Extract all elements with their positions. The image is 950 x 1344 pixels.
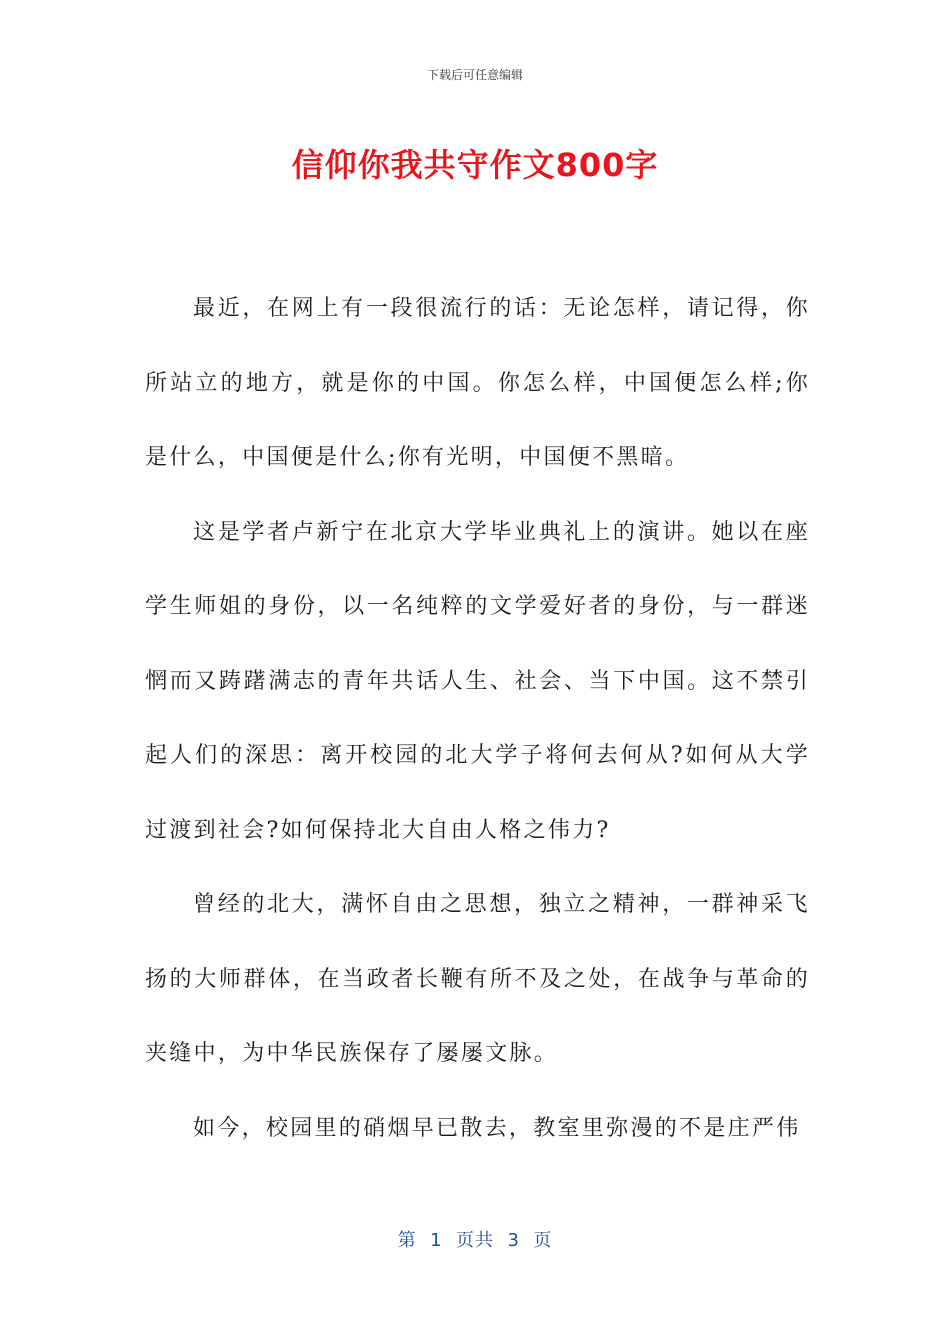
- document-body: [145, 272, 810, 1166]
- paragraph-4: 如今，校园里的硝烟早已散去，教室里弥漫的不是庄严伟: [193, 1115, 801, 1141]
- page-number-footer: 第 1 页共 3 页: [397, 1230, 553, 1251]
- paragraph-2: 这是学者卢新宁在北京大学毕业典礼上的演讲。她以在座学生师姐的身份，以一名纯粹的文学爱好者的身份，与一群迷惘而又踌躇满志的青年共话人生、社会、当下中国。这不禁引起人们的深思：离开校园的北大学子将何去何从?如何从大学过渡到社会?如何保持北大自由人格之伟力?: [145, 519, 810, 843]
- document-title: 信仰你我共守作文800字: [291, 146, 659, 184]
- header-note: 下载后可任意编辑: [426, 68, 523, 82]
- paragraph-3: 曾经的北大，满怀自由之思想，独立之精神，一群神采飞扬的大师群体，在当政者长鞭有所不及之处，在战争与革命的夹缝中，为中华民族保存了屡屡文脉。: [145, 892, 810, 1066]
- paragraph-1: 最近，在网上有一段很流行的话：无论怎样，请记得，你所站立的地方，就是你的中国。你怎么样，中国便怎么样;你是什么，中国便是什么;你有光明，中国便不黑暗。: [145, 296, 810, 470]
